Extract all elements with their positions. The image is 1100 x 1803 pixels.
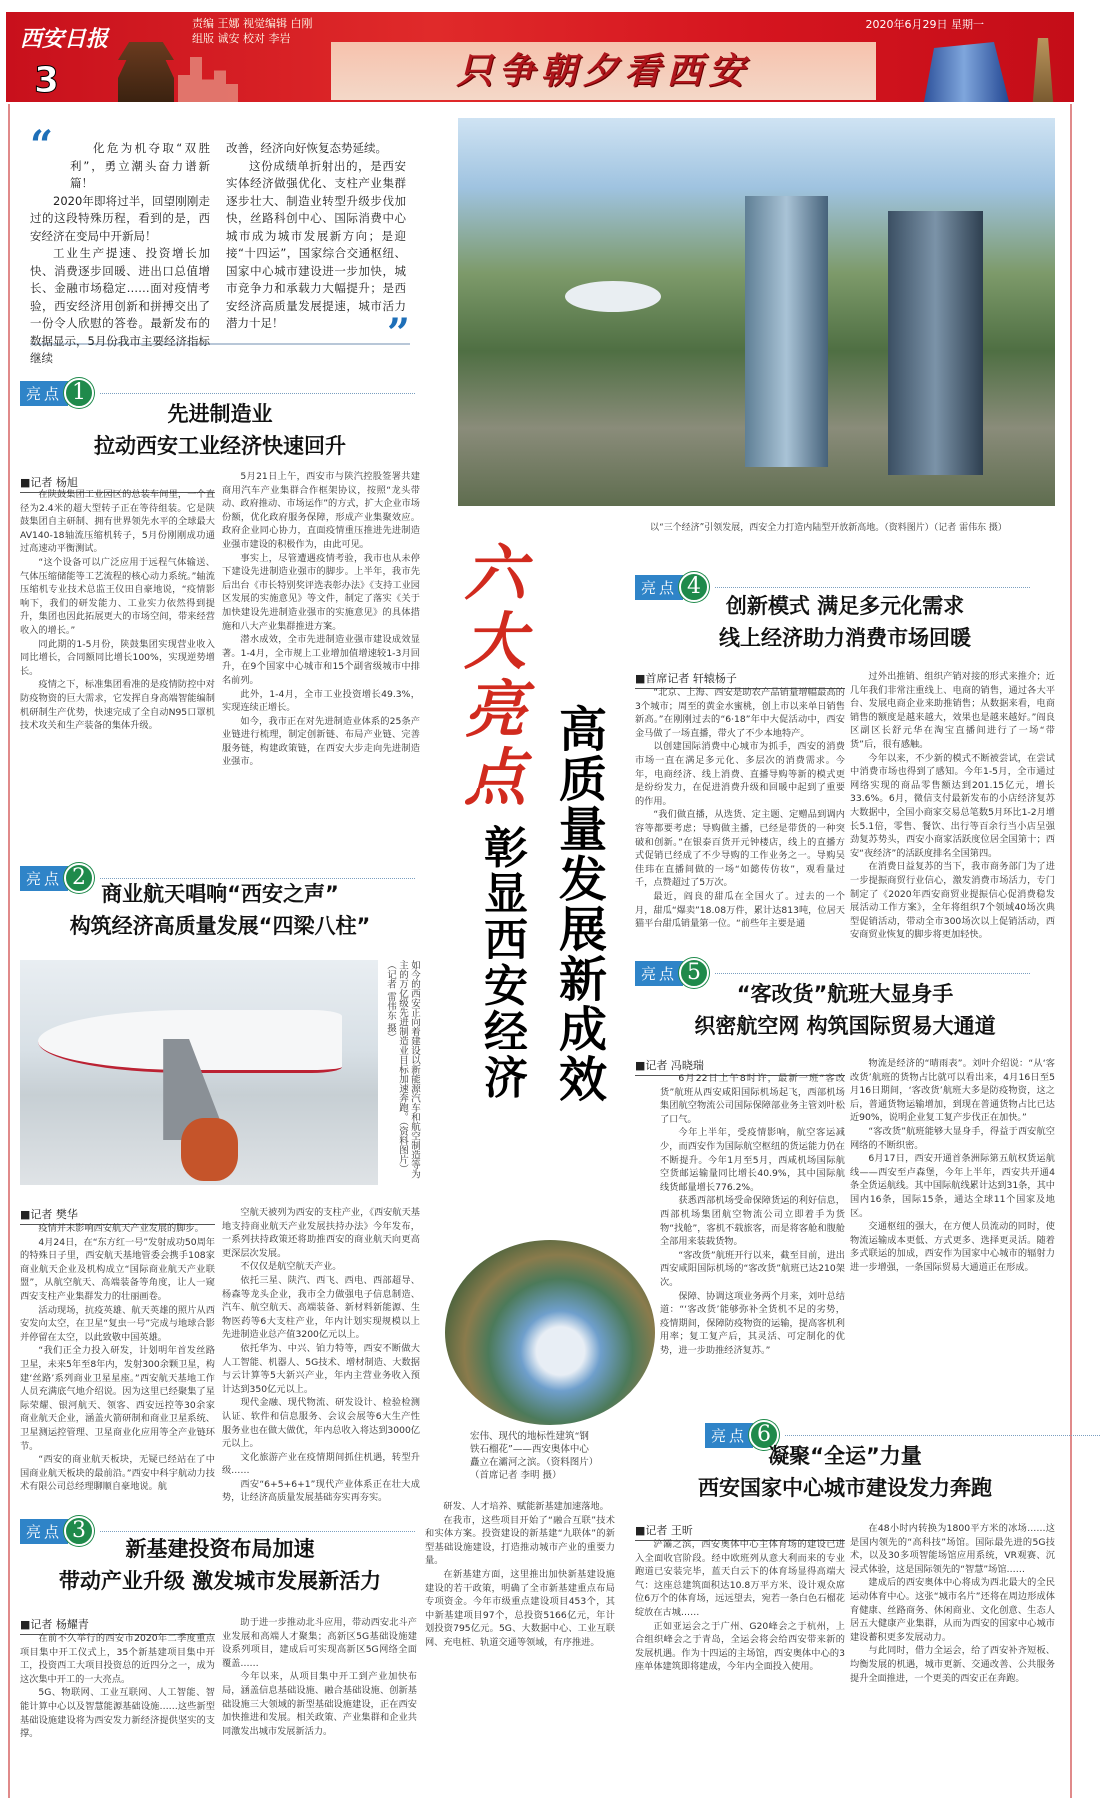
byline: ■首席记者 轩辕杨子 (635, 670, 845, 689)
paragraph: 与此同时，借力全运会，给了西安补齐短板、均衡发展的机遇，城市更新、交通改善、公共服务提升全面推进，一个更美的西安正在奔跑。 (850, 1645, 1055, 1684)
article-column (20, 1222, 215, 1493)
label-tag: 亮点 (20, 381, 68, 406)
paragraph: 文化旅游产业在疫情期间抓住机遇，转型升级…… (222, 1451, 420, 1477)
section-headline (20, 1533, 420, 1597)
open-quote-icon: “ (30, 122, 54, 169)
paragraph: 助于进一步推动北斗应用，带动西安北斗产业发展和高端人才聚集；高新区5G基础设施建设系列项目，建成后可实现高新区5G网络全面覆盖…… (222, 1617, 417, 1669)
paragraph: “北京、上海、西安是助农产品销量增幅最高的3个城市；周至的黄金水蜜桃，创上市以来单日销售新高。”在刚刚过去的“6·18”年中大促活动中，西安金马做了一场直播，带火了不少本地特产。 (635, 687, 845, 739)
article-column (222, 1616, 417, 1792)
headline-line: “客改货”航班大显身手 (736, 982, 954, 1006)
section-headline (635, 978, 1055, 1042)
paragraph: “这个设备可以广泛应用于远程气体输送、气体压缩储能等工艺流程的核心动力系统。”轴流压缩机专业技术总监王仪田自豪地说，“疫情影响下，我们的研发能力、工业实力依然得到提升，集团也因此拓展更大的市场空间，带来经营收入的增长。” (20, 556, 215, 636)
dotted-rule (100, 393, 415, 394)
paragraph: 化危为机夺取“双胜利”，勇立潮头奋力谱新篇！ (70, 141, 210, 190)
paragraph: 在48小时内转换为1800平方米的冰场……这是国内领先的“高科技”场馆。国际最先进的5G技术，以及30多项智能场馆应用系统，VR观赛、沉浸式体验，这是国际领先的“智慧”场馆…… (850, 1523, 1055, 1575)
aircraft-photo-caption: 如今的西安正向着建设以新能源汽车和航空制造等为主的万亿级先进制造业目标加速奔跑。（资料图片）（记者 雷伟东 摄） (385, 960, 420, 1179)
paragraph: 5月21日上午，西安市与陕汽控股签署共建商用汽车产业集群合作框架协议，按照“龙头带动、政府推动、市场运作”的方式，扩大企业市场份额，优化政府服务保障，形成产业集聚效应。政府企业同心协力，直面疫情重压推进先进制造业强市建设的积极作为，由此可见。 (222, 471, 420, 550)
paragraph: “我们正全力投入研发，计划明年首发丝路卫星，未来5年至8年内，发射300余颗卫星，构建‘丝路’系列商业卫星星座。”西安航天基地工作人员充满底气地介绍说。因为这里已经聚集了星际荣耀、银河航天、领客、西安远控等30余家商业航天企业，涵盖火箭研制和商业卫星系统、卫星测运控管理、卫星商业化应用等全产业链环节。 (20, 1345, 215, 1452)
paragraph: 过外出推销、组织产销对接的形式来推介；近几年我们非常注重线上、电商的销售，通过各大平台、发展电商企业来助推销售；从数据来看，电商销售的额度是越来越大，效果也是越来越好。”阎良区副区长舒元华在淘宝直播间进行了一场“带货”后，很有感触。 (850, 671, 1055, 750)
paragraph: 4月24日，在“东方红一号”发射成功50周年的特殊日子里，西安航天基地管委会携手108家商业航天企业及机构成立“国际商业航天产业联盟”，从航空航天、高端装备等角度，让人一窥西安支柱产业集群发力的壮丽画卷。 (20, 1236, 215, 1302)
headline-line: 新基建投资布局加速 (125, 1537, 315, 1561)
slogan-banner: 只争朝夕看西安 (331, 42, 876, 100)
paragraph: 获悉西部机场受命保障货运的利好信息，西部机场集团航空物流公司立即着手为货物“找舱”，客机不载旅客，而是将客舱和腹舱全部用来装载货物。 (660, 1195, 845, 1248)
label-tag: 亮点 (20, 866, 68, 891)
headline-line: 创新模式 满足多元化需求 (725, 594, 965, 618)
photo-caption: 以“三个经济”引领发展，西安全力打造内陆型开放新高地。（资料图片）（记者 雷伟东 摄） (650, 523, 1007, 533)
paragraph: 潜水成效，全市先进制造业强市建设成效显著。1-4月，全市规上工业增加值增速较1-3月回升，在9个国家中心城市和15个副省级城市中排名前列。 (222, 634, 420, 686)
paragraph: 今年上半年，受疫情影响，航空客运减少，而西安作为国际航空枢纽的货运能力仍在不断提升。今年1月至5月，西咸机场国际航空货邮运输量同比增长40.9%，其中国际航线货邮量增长776.2%。 (660, 1127, 845, 1193)
headline-line: 带动产业升级 激发城市发展新活力 (58, 1569, 382, 1593)
paragraph: 在陕鼓集团工业园区的总装车间里，一个直径为2.4米的超大型转子正在等待组装。它是陕鼓集团自主研制、拥有世界领先水平的全球最大AV140-18轴流压缩机转子，5月份刚刚成功通过高速动平衡测试。 (20, 489, 215, 555)
article-column (660, 1072, 845, 1356)
paragraph: 疫情之下，标准集团看准的是疫情防控中对防疫物资的巨大需求，它发挥自身高端智能编制机研制生产优势，快速完成了全自动N95口罩机技术攻关和生产装备的集体升级。 (20, 679, 215, 732)
paragraph: 6月22日上午8时许，最新一班“客改货”航班从西安咸阳国际机场起飞，西部机场集团航空物流公司国际保障部业务主管刘叶松了口气。 (660, 1073, 845, 1125)
headline-line: 凝聚“全运”力量 (768, 1444, 922, 1468)
feature-title-b: 彰显西安经济 (484, 823, 528, 1104)
label-tag: 亮点 (20, 1519, 68, 1544)
skyline-illustration (178, 57, 238, 102)
byline: ■记者 王昕 (635, 1522, 845, 1541)
headline-line: 构筑经济高质量发展“四梁八柱” (69, 914, 371, 938)
section-headline (635, 590, 1055, 654)
dotted-rule (785, 1435, 1100, 1436)
paragraph: “我们做直播，从选货、定主题、定赠品到调内容等都要考虑；导购做主播，已经是带货的一种突破和创新。”在银泰百货开元钟楼店，线上的直播方式促销已经成了不少导购的工作业务之一。导购吴佳玮在直播间做的一场“如懿传仿妆”，观看量过千，点赞超过了5万次。 (635, 809, 845, 889)
issue-date: 2020年6月29日 星期一 (865, 18, 984, 31)
label-number: 6 (749, 1420, 779, 1450)
paragraph: 现代金融、现代物流、研发设计、检验检测认证、软件和信息服务、会议会展等6大生产性服务业也在做大做优，年内总收入将达到3000亿元以上。 (222, 1397, 420, 1450)
paragraph: 在我市，这些项目开始了“融合互联”技术和实体方案。投资建设的新基建“九联体”的新型基础设施建设，打造推动城市产业的重要力量。 (425, 1514, 615, 1567)
paragraph: 西安“6+5+6+1”现代产业体系正在壮大成势，让经济高质量发展基础夯实再夯实。 (222, 1478, 420, 1504)
headline-line: 西安国家中心城市建设发力奔跑 (698, 1476, 992, 1500)
paragraph: “客改货”航班开行以来，截至目前，进出西安咸阳国际机场的“客改货”航班已达210架次。 (660, 1249, 845, 1288)
editor-credits (192, 16, 313, 46)
paragraph: 今年以来，不少新的模式不断被尝试，在尝试中消费市场也得到了感知。今年1-5月，全市通过网络实现的商品零售额达到201.15亿元，增长33.6%。6月，微信支付最新发布的小店经济复苏大数据中，全国小商家交易总笔数5月环比1-2月增长5.1倍，零售、餐饮、出行等百余行当小店呈强劲复苏势头，西安小商家活跃度位居全国第十；西安“夜经济”的活跃度排名全国第四。 (850, 752, 1055, 859)
label-number: 4 (679, 572, 709, 602)
article-column (850, 1057, 1055, 1387)
building-illustration (914, 42, 1014, 102)
paragraph: 改善，经济向好恢复态势延续。 (226, 141, 387, 155)
intro-col-2 (226, 140, 406, 333)
paragraph: “西安的商业航天板块，无疑已经站在了中国商业航天板块的最前沿。”西安中科宇航动力技术有限公司总经理聊顺自豪地说。航 (20, 1454, 215, 1493)
paragraph: 5G、物联网、工业互联网、人工智能、智能计算中心以及智慧能源基础设施……这些新型基础设施建设将为西安发力新经济提供坚实的支撑。 (20, 1687, 215, 1740)
credits-line: 组版 诚安 校对 李岩 (192, 32, 291, 45)
byline: ■记者 杨旭 (20, 474, 215, 493)
olympic-center-photo (445, 1240, 655, 1425)
headline-line: 拉动西安工业经济快速回升 (94, 434, 346, 458)
label-tag: 亮点 (705, 1423, 753, 1448)
paragraph: 研发、人才培养、赋能新基建加速落地。 (443, 1501, 609, 1512)
article-column (222, 470, 420, 830)
article-column (850, 670, 1055, 941)
paragraph: 浐灞之滨，西安奥体中心主体育场的建设已进入全面收官阶段。经中欧班列从意大利而来的专业跑道已安装完毕，蓝天白云下的体育场显得高端大气：这座总建筑面积达10.8万平方米、设计观众席位6万个的体育场，远远望去，宛若一条白色石榴花绽放在古城…… (635, 1539, 845, 1618)
byline: ■记者 樊华 (20, 1206, 215, 1225)
bell-tower-illustration (118, 42, 174, 102)
section-headline (20, 878, 420, 942)
paragraph: 依托三星、陕汽、西飞、西电、西部超导、杨森等龙头企业，我市全力做强电子信息制造、汽车、航空航天、高端装备、新材料新能源、生物医药等6大支柱产业，年内计划实现规模以上先进制造业总产值3200亿元以上。 (222, 1274, 420, 1341)
intro-col-1 (30, 140, 210, 368)
masthead-banner (6, 12, 1074, 102)
paragraph: 空航天被列为西安的支柱产业，《西安航天基地支持商业航天产业发展扶持办法》今年发布，一系列扶持政策还将助推西安的商业航天向更高更深层次发展。 (222, 1207, 420, 1259)
label-tag: 亮点 (635, 961, 683, 986)
aircraft-hangar-photo (20, 960, 378, 1185)
section-headline (635, 1440, 1055, 1504)
headline-line: 先进制造业 (167, 402, 273, 426)
section-headline (20, 398, 420, 462)
credits-line: 责编 王娜 视觉编辑 白刚 (192, 17, 313, 30)
paragraph: 不仅仅是航空航天产业。 (240, 1261, 342, 1273)
paper-logo: 西安日报 (20, 26, 109, 52)
paragraph: 在消费日益复苏的当下，我市商务部门为了进一步提振商贸行业信心，激发消费市场活力，专门制定了《2020年西安商贸业提振信心促消费稳发展活动工作方案》，全年将组织7个领域40场次典型促销活动，带动全市300场次以上促销活动，西安商贸业恢复的脚步将更加轻快。 (850, 861, 1055, 941)
paragraph: 活动现场，抗疫英雄、航天英雄的照片从西安发向太空，在卫星“复虫一号”完成与地球合影并停留在太空，以此致敬中国英雄。 (20, 1304, 215, 1343)
paragraph: 这份成绩单折射出的，是西安实体经济做强优化、支柱产业集群逐步壮大、制造业转型升级步伐加快，丝路科创中心、国际消费中心城市成为城市发展新方向；是迎接“十四运”，国家综合交通枢纽、国家中心城市建设进一步加快，城市竞争力和承载力大幅提升；是西安经济高质量发展提速，城市活力潜力十足！ (226, 158, 406, 330)
paragraph: 保障、协调这项业务两个月来，刘叶总结道：“‘客改货’能够弥补全货机不足的劣势，疫情期间，保障防疫物资的运输，提高客机利用率；复工复产后，其灵活、可定制化的优势，进一步助推经济复苏。” (660, 1290, 845, 1356)
paragraph: 依托华为、中兴、铂力特等，西安不断做大人工智能、机器人、5G技术、增材制造、大数据与云计算等5大新兴产业，年内主营业务收入预计达到350亿元以上。 (222, 1342, 420, 1395)
paragraph: 事实上，尽管遭遇疫情考验，我市也从未停下建设先进制造业强市的脚步。上半年，我市先后出台《市长特别奖评选表彰办法》《支持工业园区发展的实施意见》等文件，制定了落实《关于加快建设先进制造业强市的实施意见》的具体措施和八大产业集群推进方案。 (222, 552, 420, 632)
paragraph: 正如亚运会之于广州、G20峰会之于杭州，上合组织峰会之于青岛，全运会将会给西安带来新的发展机遇。作为十四运的主场馆，西安奥体中心的3座单体建筑即将建成，今年内全面投入使用。 (635, 1620, 845, 1673)
dotted-rule (715, 587, 1030, 588)
paragraph: 在前不久举行的西安市2020年二季度重点项目集中开工仪式上，35个新基建项目集中开工，投资西工大项目投资总的近四分之一，成为这次集中开工的一大亮点。 (20, 1633, 215, 1685)
xian-cityscape-photo (458, 118, 1055, 506)
intro-quote (30, 122, 410, 365)
paragraph: 最近，阎良的甜瓜在全国火了。过去的一个月，甜瓜“爆卖”18.08万件，累计达813吨，位居天猫平台甜瓜销量第一位。“前些年主要是通 (635, 890, 845, 930)
article-column (635, 686, 845, 936)
paragraph: 物流是经济的“晴雨表”。刘叶介绍说：“从‘客改货’航班的货物占比就可以看出来，4月16日至5月16日期间，‘客改货’航班大多是防疫物资，这之后，普通货物运输增加，到现在普通货物占比已达近90%，说明企业复工复产步伐正在加快。” (850, 1058, 1055, 1124)
article-column (850, 1522, 1055, 1788)
paragraph: 交通枢纽的强大，在方便人员流动的同时，使物流运输成本更低、方式更多、选择更灵活。随着多式联运的加成，西安作为国家中心城市的辐射力进一步增强，一条国际贸易大通道正在形成。 (850, 1221, 1055, 1273)
headline-line: 织密航空网 构筑国际贸易大通道 (694, 1014, 996, 1038)
close-quote-icon: ” (386, 310, 410, 357)
dotted-rule (715, 973, 1030, 974)
headline-line: 线上经济助力消费市场回暖 (719, 626, 971, 650)
article-column (20, 488, 215, 830)
paragraph: 在新基建方面，这里推出加快新基建设施建设的若干政策，明确了全市新基建重点布局专项资金。今年市级重点建设项目453个，其中新基建项目97个，总投资5166亿元，年计划投资795亿元。5G、大数据中心、工业互联网、充电桩、轨道交通等领域，有序推进。 (425, 1568, 615, 1648)
feature-title-a: 高质量发展新成效 (558, 702, 607, 1108)
paragraph: 6月17日，西安开通首条洲际第五航权货运航线——西安至卢森堡，今年上半年，西安共开通4条全货运航线。其中国际航线累计达到31条，其中国内16条，国际15条，通达全球11个国家及地区。 (850, 1153, 1055, 1219)
paragraph: 同此期的1-5月份，陕鼓集团实现营业收入同比增长，合同额同比增长100%，实现逆势增长。 (20, 638, 215, 677)
dotted-rule (100, 1531, 415, 1532)
article-column (635, 1538, 845, 1788)
paragraph: 以创建国际消费中心城市为抓手，西安的消费市场一直在满足多元化、多层次的消费需求。今年，电商经济、线上消费、直播导购等新的模式更是纷纷发力，在促进消费升级和回暖中起到了重要的作用。 (635, 741, 845, 807)
byline: ■记者 杨耀青 (20, 1616, 215, 1635)
red-title-text: 六大亮点 (463, 537, 526, 814)
pagoda-illustration (1026, 38, 1060, 102)
article-column (425, 1500, 615, 1792)
feature-red-title (455, 537, 535, 814)
paragraph: 疫情并未影响西安航天产业发展的脚步。 (38, 1223, 204, 1234)
article-column (20, 1632, 215, 1792)
page-number: 3 (34, 60, 60, 101)
label-number: 1 (64, 378, 94, 408)
label-number: 2 (64, 863, 94, 893)
label-number: 5 (679, 958, 709, 988)
byline: ■记者 冯晓瑞 (635, 1057, 845, 1076)
paragraph: 今年以来，从项目集中开工到产业加快布局，涵盖信息基础设施、融合基础设施、创新基础设施三大领域的新型基础设施建设，正在西安加快推进和发展。相关政策、产业集群和企业共同激发出城市发展新活力。 (222, 1671, 417, 1737)
paragraph: 工业生产提速、投资增长加快、消费逐步回暖、进出口总值增长、金融市场稳定……面对疫情考验，西安经济用创新和拼搏交出了一份令人欣慰的答卷。最新发布的数据显示，5月份我市主要经济指标继续 (30, 246, 210, 365)
headline-line: 商业航天唱响“西安之声” (101, 882, 339, 906)
paragraph: 如今，我市正在对先进制造业体系的25条产业链进行梳理，制定创新链、布局产业链、完善服务链，构建政策链，在西安大步走向先进制造业强市。 (222, 715, 420, 768)
paragraph: 2020年即将过半，回望刚刚走过的这段特殊历程，看到的是，西安经济在变局中开新局！ (30, 193, 210, 243)
paragraph: 此外，1-4月，全市工业投资增长49.3%，实现连续正增长。 (222, 688, 420, 714)
olympic-photo-caption: 宏伟、现代的地标性建筑“钢铁石榴花”——西安奥体中心矗立在灞河之滨。（资料图片）（首席记者 李明 摄） (470, 1431, 594, 1481)
label-number: 3 (64, 1516, 94, 1546)
paragraph: “客改货”航班能够大显身手，得益于西安航空网络的不断织密。 (850, 1125, 1055, 1151)
paragraph: 建成后的西安奥体中心将成为西北最大的全民运动体育中心。这张“城市名片”还将在周边形成体育健康、丝路商务、休闲商业、文化创意、生态人居五大健康产业集群，从而为西安的国家中心城市建设蓄积更多发展动力。 (850, 1577, 1055, 1643)
label-tag: 亮点 (635, 575, 683, 600)
article-column (222, 1206, 420, 1504)
